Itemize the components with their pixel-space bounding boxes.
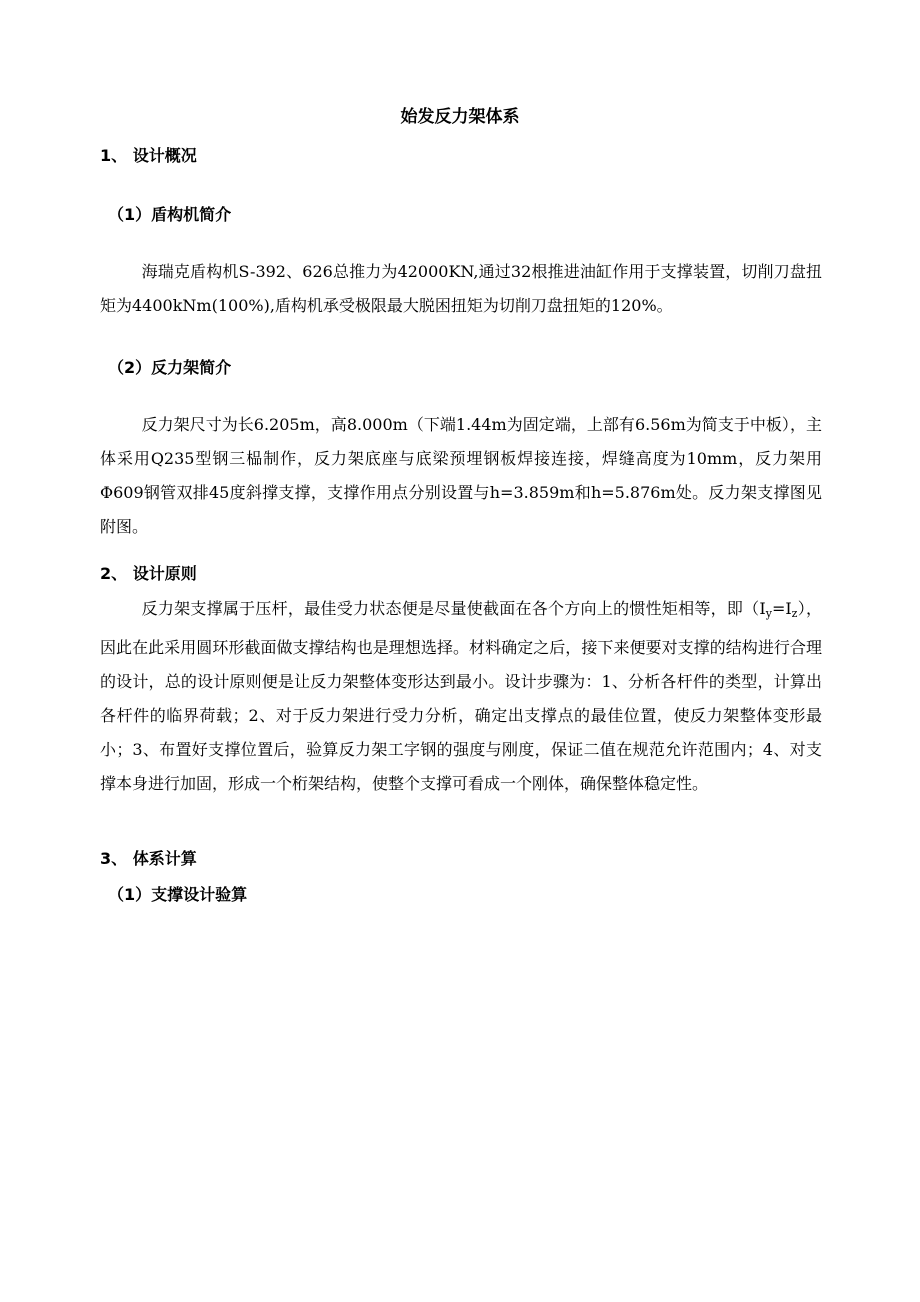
subscript-z: z — [791, 607, 798, 620]
paragraph-reaction-frame-intro: 反力架尺寸为长6.205m，高8.000m（下端1.44m为固定端，上部有6.56m为简支于中板），主体采用Q235型钢三榀制作，反力架底座与底梁预埋钢板焊接连接，焊缝高度为10mm，反力架用Φ609钢管双排45度斜撑支撑，支撑作用点分别设置与h=3.859m和h=5.876m处。反力架支撑图见附图。 — [100, 415, 822, 536]
section-heading-system-calculation: 3、 体系计算 — [100, 849, 197, 868]
subsection-heading-support-checking: （1）支撑设计验算 — [108, 885, 248, 904]
section-heading-design-overview: 1、 设计概况 — [100, 146, 197, 165]
subsection-heading-tbm-intro: （1）盾构机简介 — [108, 205, 232, 224]
principle-text-part2: ），因此在此采用圆环形截面做支撑结构也是理想选择。材料确定之后，接下来便要对支撑的结构进行合理的设计，总的设计原则便是让反力架整体变形达到最小。设计步骤为：1、分析各杆件的类型，计算出各杆件的临界荷载；2、对于反力架进行受力分析，确定出支撑点的最佳位置，使反力架整体变形最小；3、布置好支撑位置后，验算反力架工字钢的强度与刚度，保证二值在规范允许范围内；4、对支撑本身进行加固，形成一个桁架结构，使整个支撑可看成一个刚体，确保整体稳定性。 — [100, 599, 822, 793]
principle-text-part1: 反力架支撑属于压杆，最佳受力状态便是尽量使截面在各个方向上的惯性矩相等，即（I — [141, 599, 766, 618]
section-heading-design-principle: 2、 设计原则 — [100, 564, 197, 583]
principle-text-eq: =I — [771, 599, 792, 618]
paragraph-design-principle — [100, 592, 822, 801]
subsection-heading-reaction-frame-intro: （2）反力架简介 — [108, 358, 232, 377]
paragraph-tbm-intro: 海瑞克盾构机S-392、626总推力为42000KN,通过32根推进油缸作用于支撑装置，切削刀盘扭矩为4400kNm(100%),盾构机承受极限最大脱困扭矩为切削刀盘扭矩的120%。 — [100, 262, 822, 315]
document-title: 始发反力架体系 — [400, 107, 520, 127]
subscript-y: y — [765, 607, 772, 620]
